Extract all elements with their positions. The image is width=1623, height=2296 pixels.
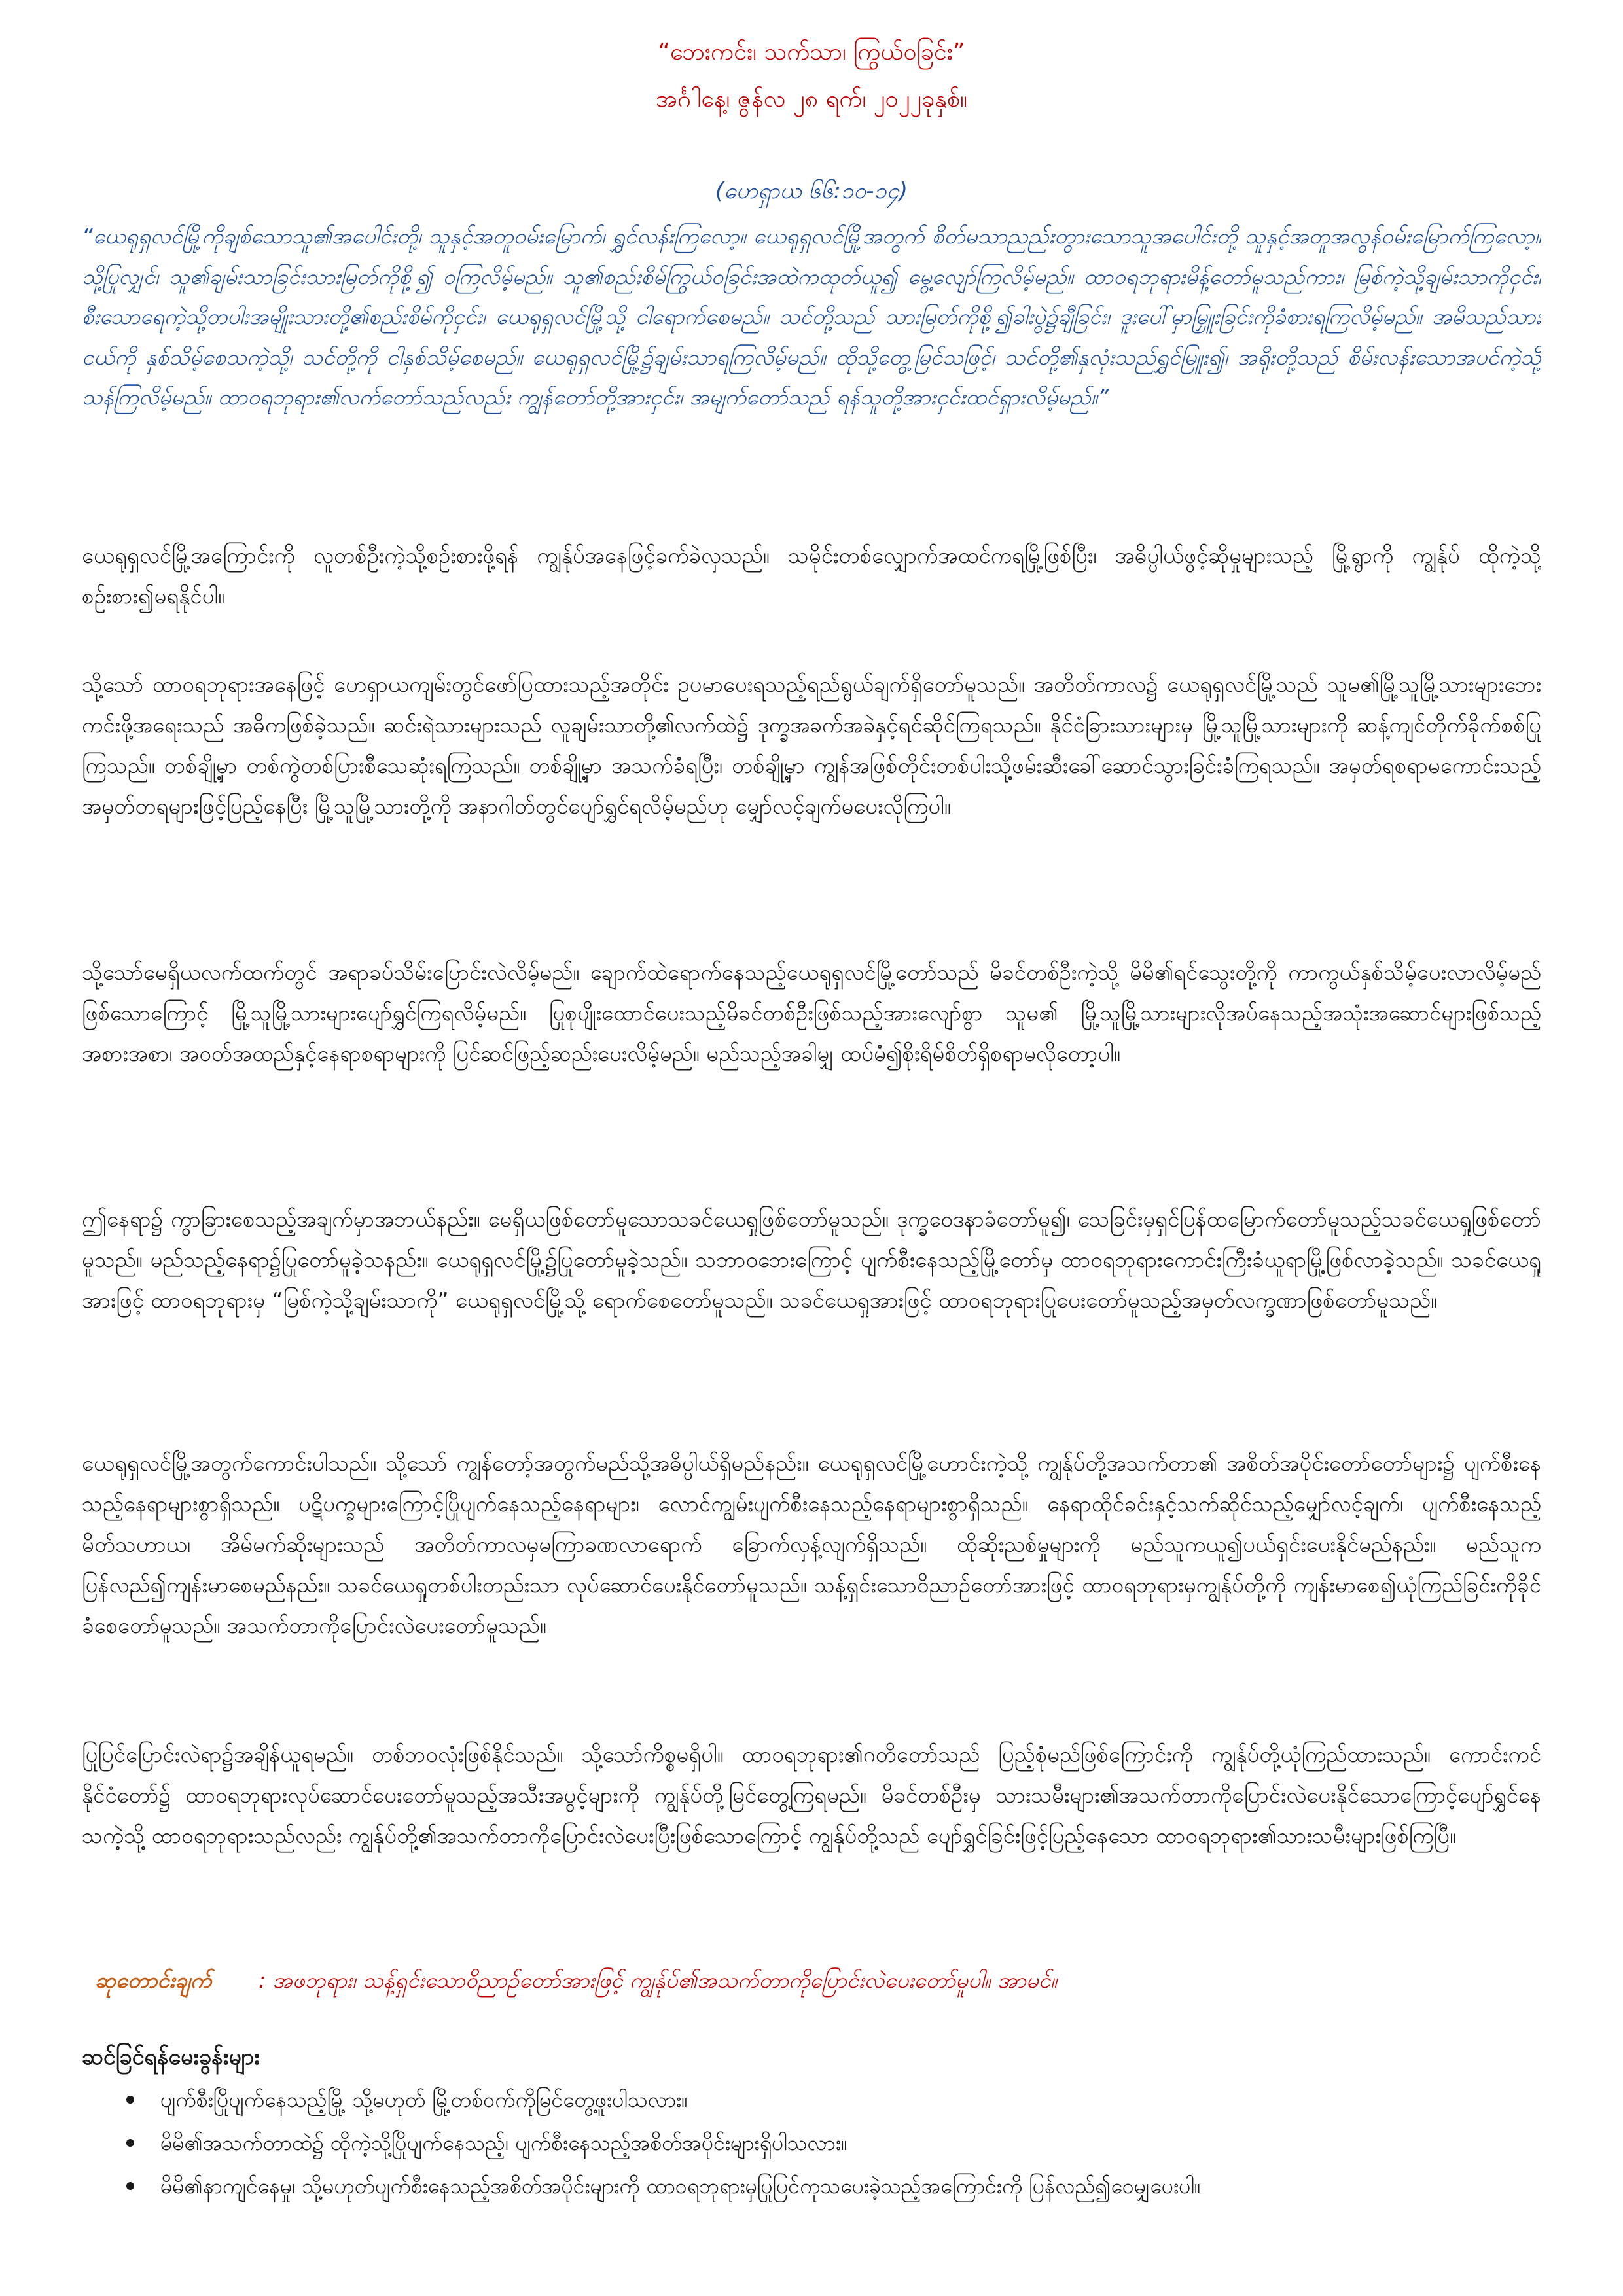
prayer-section: [82, 1962, 1541, 1999]
document-date: အင်္ဂါနေ့၊ ဇွန်လ ၂၈ ရက်၊ ၂၀၂၂ခုနှစ်။: [656, 86, 967, 113]
question-text: မိမိ၏နာကျင်နေမှု၊ သို့မဟုတ်ပျက်စီးနေသည့်အစိတ်အပိုင်းများကို ထာဝရဘုရားမှပြုပြင်ကုသပေးခဲ့သည့်အကြောင်းကို ပြန်လည်၍ဝေမျှပေးပါ။: [160, 2174, 1201, 2198]
bullet-icon: [126, 2139, 134, 2147]
questions-list: [121, 2078, 1528, 2208]
question-text: မိမိ၏အသက်တာထဲ၌ ထိုကဲ့သို့ပြိုပျက်နေသည့်၊ ပျက်စီးနေသည့်အစိတ်အပိုင်းများရှိပါသလား။: [160, 2130, 847, 2155]
prayer-text: : အဖဘုရား၊ သန့်ရှင်းသောဝိညာဉ်တော်အားဖြင့် ကျွန်ုပ်၏အသက်တာကိုပြောင်းလဲပေးတော်မူပါ။ အာမင်။: [259, 1967, 1058, 1993]
body-paragraph: သို့သော်မေရှိယလက်ထက်တွင် အရာခပ်သိမ်းပြောင်းလဲလိမ့်မည်။ ချောက်ထဲရောက်နေသည့်ယေရုရှလင်မြို့တော်သည် မိခင်တစ်ဦးကဲ့သို့ မိမိ၏ရင်သွေးတို့ကို ကာကွယ်နှစ်သိမ့်ပေးလာလိမ့်မည်ဖြစ်သောကြောင့် မြို့သူမြို့သားများပျော်ရွှင်ကြရလိမ့်မည်။ ပြုစုပျိုးထောင်ပေးသည့်မိခင်တစ်ဦးဖြစ်သည့်အားလျော်စွာ သူမ၏ မြို့သူမြို့သားများလိုအပ်နေသည့်အသုံးအဆောင်များဖြစ်သည့် အစားအစာ၊ အဝတ်အထည်နှင့်နေရာစရာများကို ပြင်ဆင်ဖြည့်ဆည်းပေးလိမ့်မည်။ မည်သည့်အခါမျှ ထပ်မံ၍စိုးရိမ်စိတ်ရှိစရာမလိုတော့ပါ။: [82, 960, 1541, 1066]
body-paragraph: ယေရုရှလင်မြို့အတွက်ကောင်းပါသည်။ သို့သော် ကျွန်တော့်အတွက်မည်သို့အဓိပ္ပါယ်ရှိမည်နည်း။ ယေရုရှလင်မြို့ဟောင်းကဲ့သို့ ကျွန်ုပ်တို့အသက်တာ၏ အစိတ်အပိုင်းတော်တော်များ၌ ပျက်စီးနေသည့်နေရာများစွာရှိသည်။ ပဋိပက္ခများကြောင့်ပြိုပျက်နေသည့်နေရာများ၊ လောင်ကျွမ်းပျက်စီးနေသည့်နေရာများစွာရှိသည်။ နေရာထိုင်ခင်းနှင့်သက်ဆိုင်သည့်မျှော်လင့်ချက်၊ ပျက်စီးနေသည့်မိတ်သဟာယ၊ အိမ်မက်ဆိုးများသည် အတိတ်ကာလမှမကြာခဏလာရောက် ခြောက်လှန့်လျက်ရှိသည်။ ထိုဆိုးညစ်မှုများကို မည်သူကယူ၍ပယ်ရှင်းပေးနိုင်မည်နည်း။ မည်သူကပြန်လည်၍ကျန်းမာစေမည်နည်း။ သခင်ယေရှုတစ်ပါးတည်းသာ လုပ်ဆောင်ပေးနိုင်တော်မူသည်။ သန့်ရှင်းသောဝိညာဉ်တော်အားဖြင့် ထာဝရဘုရားမှကျွန်ုပ်တို့ကို ကျန်းမာစေ၍ယုံကြည်ခြင်းကိုခိုင်ခံစေတော်မူသည်။ အသက်တာကိုပြောင်းလဲပေးတော်မူသည်။: [82, 1450, 1541, 1638]
scripture-reference: (ဟေရှာယ ၆၆:၁၀-၁၄): [715, 178, 908, 204]
bullet-icon: [126, 2182, 134, 2190]
question-item: [121, 2164, 1528, 2208]
questions-heading: ဆင်ခြင်ရန်မေးခွန်းများ: [82, 2044, 260, 2070]
question-item: [121, 2078, 1528, 2121]
scripture-text: “ယေရုရှလင်မြို့ကိုချစ်သောသူ၏အပေါင်းတို့၊ သူနှင့်အတူဝမ်းမြောက်၊ ရွှင်လန်းကြလော့။ ယေရုရှလင်မြို့အတွက် စိတ်မသာညည်းတွားသောသူအပေါင်းတို့ သူနှင့်အတူအလွန်ဝမ်းမြောက်ကြလော့။ သို့ပြုလျှင်၊ သူ၏ချမ်းသာခြင်းသားမြတ်ကိုစို့၍ ဝကြလိမ့်မည်။ သူ၏စည်းစိမ်ကြွယ်ဝခြင်းအထဲကထုတ်ယူ၍ မွေ့လျော်ကြလိမ့်မည်။ ထာဝရဘုရားမိန့်တော်မူသည်ကား၊ မြစ်ကဲ့သို့ချမ်းသာကိုငှင်း၊ စီးသောရေကဲ့သို့တပါးအမျိုးသားတို့၏စည်းစိမ်ကိုငှင်း၊ ယေရုရှလင်မြို့သို့ ငါရောက်စေမည်။ သင်တို့သည် သားမြတ်ကိုစို့၍ခါးပွဲ၌ချီခြင်း၊ ဒူးပေါ်မှာမြှူးခြင်းကိုခံစားရကြလိမ့်မည်။ အမိသည်သားငယ်ကို နှစ်သိမ့်စေသကဲ့သို့၊ သင်တို့ကို ငါနှစ်သိမ့်စေမည်။ ယေရုရှလင်မြို့၌ချမ်းသာရကြလိမ့်မည်။ ထိုသို့တွေ့မြင်သဖြင့်၊ သင်တို့၏နှလုံးသည်ရွှင်မြူး၍၊ အရိုးတို့သည် စိမ်းလန်းသောအပင်ကဲ့သို့ သန်ကြလိမ့်မည်။ ထာဝရဘုရား၏လက်တော်သည်လည်း ကျွန်တော်တို့အားငှင်း၊ အမျက်တော်သည် ရန်သူတို့အားငှင်းထင်ရှားလိမ့်မည်။”: [82, 223, 1541, 410]
prayer-label: ဆုတောင်းချက်: [95, 1967, 212, 1993]
question-item: [121, 2121, 1528, 2164]
body-paragraph: သို့သော် ထာဝရဘုရားအနေဖြင့် ဟေရှာယကျမ်းတွင်ဖော်ပြထားသည့်အတိုင်း ဥပမာပေးရသည့်ရည်ရွယ်ချက်ရှိတော်မူသည်။ အတိတ်ကာလ၌ ယေရုရှလင်မြို့သည် သူမ၏မြို့သူမြို့သားများဘေးကင်းဖို့အရေးသည် အဓိကဖြစ်ခဲ့သည်။ ဆင်းရဲသားများသည် လူချမ်းသာတို့၏လက်ထဲ၌ ဒုက္ခအခက်အခဲနှင့်ရင်ဆိုင်ကြရသည်။ နိုင်ငံခြားသားများမှ မြို့သူမြို့သားများကို ဆန့်ကျင်တိုက်ခိုက်စစ်ပြုကြသည်။ တစ်ချို့မှာ တစ်ကွဲတစ်ပြားစီသေဆုံးရကြသည်။ တစ်ချို့မှာ အသက်ခံရပြီး၊ တစ်ချို့မှာ ကျွန်အဖြစ်တိုင်းတစ်ပါးသို့ဖမ်းဆီးခေါ်ဆောင်သွားခြင်းခံကြရသည်။ အမှတ်ရစရာမကောင်းသည့် အမှတ်တရများဖြင့်ပြည့်နေပြီး မြို့သူမြို့သားတို့ကို အနာဂါတ်တွင်ပျော်ရွှင်ရလိမ့်မည်ဟု မျှော်လင့်ချက်မပေးလိုကြပါ။: [82, 672, 1541, 819]
question-text: ပျက်စီးပြိုပျက်နေသည့်မြို့ သို့မဟုတ် မြို့တစ်ဝက်ကိုမြင်တွေ့ဖူးပါသလား။: [160, 2087, 688, 2112]
bullet-icon: [126, 2096, 134, 2104]
body-paragraph: ယေရုရှလင်မြို့အကြောင်းကို လူတစ်ဦးကဲ့သို့စဉ်းစားဖို့ရန် ကျွန်ုပ်အနေဖြင့်ခက်ခဲလှသည်။ သမိုင်းတစ်လျှောက်အထင်ကရမြို့ဖြစ်ပြီး၊ အဓိပ္ပါယ်ဖွင့်ဆိုမှုများသည့် မြို့ရွာကို ကျွန်ုပ် ထိုကဲ့သို့စဉ်းစား၍မရနိုင်ပါ။: [82, 543, 1541, 609]
body-paragraph: ပြုပြင်ပြောင်းလဲရာ၌အချိန်ယူရမည်။ တစ်ဘဝလုံးဖြစ်နိုင်သည်။ သို့သော်ကိစ္စမရှိပါ။ ထာဝရဘုရား၏ဂတိတော်သည် ပြည့်စုံမည်ဖြစ်ကြောင်းကို ကျွန်ုပ်တို့ယုံကြည်ထားသည်။ ကောင်းကင်နိုင်ငံတော်၌ ထာဝရဘုရားလုပ်ဆောင်ပေးတော်မူသည့်အသီးအပွင့်များကို ကျွန်ုပ်တို့မြင်တွေ့ကြရမည်။ မိခင်တစ်ဦးမှ သားသမီးများ၏အသက်တာကိုပြောင်းလဲပေးနိုင်သောကြောင့်ပျော်ရွှင်နေသကဲ့သို့ ထာဝရဘုရားသည်လည်း ကျွန်ုပ်တို့၏အသက်တာကိုပြောင်းလဲပေးပြီးဖြစ်သောကြောင့် ကျွန်ုပ်တို့သည် ပျော်ရွှင်ခြင်းဖြင့်ပြည့်နေသော ထာဝရဘုရား၏သားသမီးများဖြစ်ကြပြီ။: [82, 1742, 1541, 1848]
body-paragraph: ဤနေရာ၌ ကွာခြားစေသည့်အချက်မှာအဘယ်နည်း။ မေရှိယဖြစ်တော်မူသောသခင်ယေရှုဖြစ်တော်မူသည်။ ဒုက္ခဝေဒနာခံတော်မူ၍၊ သေခြင်းမှရှင်ပြန်ထမြောက်တော်မူသည့်သခင်ယေရှုဖြစ်တော်မူသည်။ မည်သည့်နေရာ၌ပြုတော်မူခဲ့သနည်း။ ယေရုရှလင်မြို့၌ပြုတော်မူခဲ့သည်။ သဘာဝဘေးကြောင့် ပျက်စီးနေသည့်မြို့တော်မှ ထာဝရဘုရားကောင်းကြီးခံယူရာမြို့ဖြစ်လာခဲ့သည်။ သခင်ယေရှုအားဖြင့် ထာဝရဘုရားမှ “မြစ်ကဲ့သို့ချမ်းသာကို” ယေရုရှလင်မြို့သို့ ရောက်စေတော်မူသည်။ သခင်ယေရှုအားဖြင့် ထာဝရဘုရားပြုပေးတော်မူသည့်အမှတ်လက္ခဏာဖြစ်တော်မူသည်။: [82, 1206, 1541, 1313]
document-title: “ဘေးကင်း၊ သက်သာ၊ ကြွယ်ဝခြင်း”: [658, 39, 965, 65]
